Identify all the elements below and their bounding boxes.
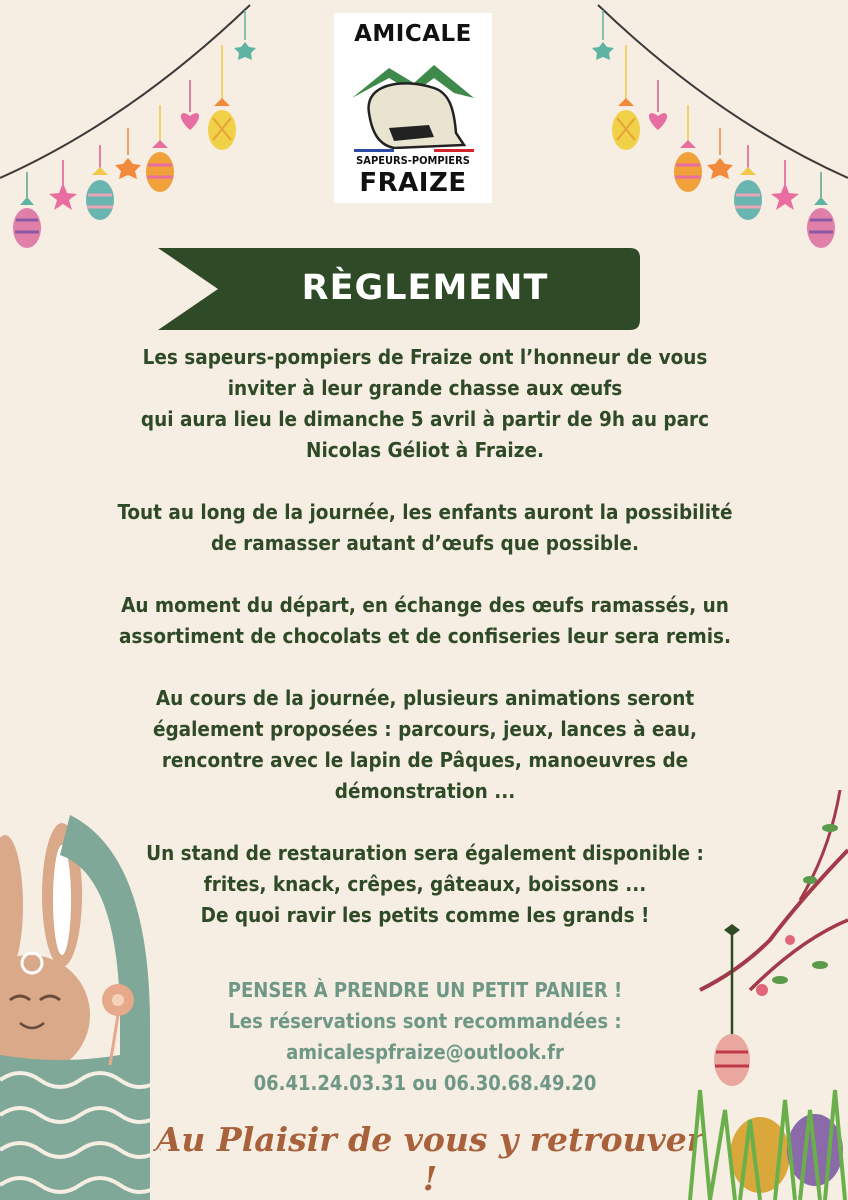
easter-garland-right-icon [588,0,848,260]
closing-message: Au Plaisir de vous y retrouver ! [155,1120,705,1198]
easter-branch-icon [680,790,848,1200]
paragraph-food: Un stand de restauration sera également disponible : frites, knack, crêpes, gâteaux, boissons ... De quoi ravir les petits comme les grands ! [146,841,704,927]
amicale-logo [334,13,492,203]
contact-reservations: Les réservations sont recommandées : [228,1009,622,1033]
contact-email: amicalespfraize@outlook.fr [286,1040,564,1064]
paragraph-reward: Au moment du départ, en échange des œufs ramassés, un assortiment de chocolats et de confiseries leur sera remis. [118,593,732,648]
bunny-basket-icon [0,815,165,1200]
paragraph-invitation: Les sapeurs-pompiers de Fraize ont l’honneur de vous inviter à leur grande chasse aux œufs qui aura lieu le dimanche 5 avril à partir de 9h au parc Nicolas Géliot à Fraize. [140,345,710,462]
paragraph-collect: Tout au long de la journée, les enfants auront la possibilité de ramasser autant d’œufs que possible. [117,500,733,555]
contact-reminder: PENSER À PRENDRE UN PETIT PANIER ! [227,978,623,1002]
contact-phones: 06.41.24.03.31 ou 06.30.68.49.20 [253,1071,597,1095]
logo-town: FRAIZE [359,168,467,198]
logo-title: AMICALE [354,21,472,47]
logo-subtitle: SAPEURS-POMPIERS [356,154,470,167]
page-title: RÈGLEMENT [301,268,549,308]
paragraph-activities: Au cours de la journée, plusieurs animations seront également proposées : parcours, jeux, lances à eau, rencontre avec le lapin de Pâques, manoeuvres de démonstration ... [152,686,698,803]
firefighter-helmet-icon [334,53,492,153]
easter-garland-left-icon [0,0,260,260]
